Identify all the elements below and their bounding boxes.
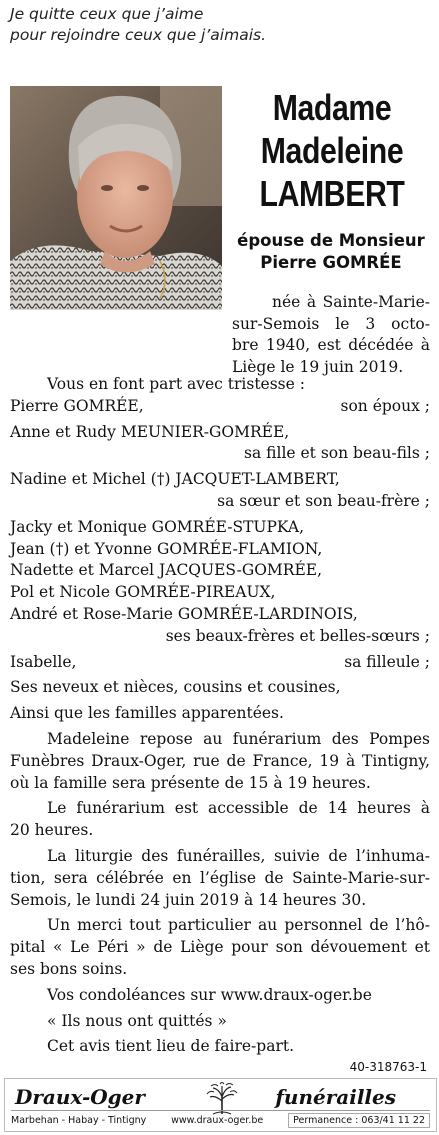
faire-part-line: Cet avis tient lieu de faire-part. [47,1037,295,1056]
text-line: où la famille sera présente de 15 à 19 heures. [10,773,371,792]
opening-quote [10,4,430,46]
spouse-line-1: épouse de Monsieur [237,231,425,250]
spouse-info [228,230,434,274]
family-line: Ses neveux et nièces, cousins et cousines, [10,678,341,697]
name-first: Madeleine [260,130,404,171]
banner-divider [11,1110,430,1111]
family-name: Pol et Nicole GOMRÉE-PIREAUX, [10,583,276,602]
family-name: Anne et Rudy MEUNIER-GOMRÉE, [10,422,290,441]
born-line-3: bre 1940, est décédée à [232,336,430,354]
permanence-phone: Permanence : 063/41 11 22 [288,1113,430,1128]
locations: Marbehan - Habay - Tintigny [11,1115,147,1126]
family-name: Pierre GOMRÉE, [10,396,144,415]
reference-number: 40-318763-1 [349,1060,427,1074]
portrait-photo [10,86,222,310]
quote-line-2: pour rejoindre ceux que j’aimais. [10,26,266,44]
closing-quote: « Ils nous ont quittés » [47,1011,227,1030]
spouse-line-2: Pierre GOMRÉE [260,253,402,272]
family-name: Jacky et Monique GOMRÉE-STUPKA, [10,517,304,536]
service-label: funérailles [275,1085,396,1109]
text-line: Le funérarium est accessible de 14 heures à [47,799,430,818]
family-role: sa filleule ; [344,652,430,671]
quote-line-1: Je quitte ceux que j’aime [10,5,204,23]
family-name: André et Rose-Marie GOMRÉE-LARDINOIS, [10,604,358,623]
family-role: son époux ; [340,396,430,415]
family-name: Jean (†) et Yvonne GOMRÉE-FLAMION, [10,539,323,558]
name-title: Madame [272,87,392,128]
paragraph-thanks [10,915,430,980]
condolences-line: Vos condoléances sur www.draux-oger.be [47,985,372,1004]
deceased-name [248,86,416,215]
family-role: ses beaux-frères et belles-sœurs ; [165,626,430,645]
born-line-1: née à Sainte-Marie- [272,293,430,311]
family-entry [10,652,430,674]
website-link[interactable]: www.draux-oger.be [171,1115,264,1126]
family-name: Nadette et Marcel JACQUES-GOMRÉE, [10,561,323,580]
text-line: Madeleine repose au funérarium des Pompes [47,729,430,748]
paragraph-liturgy [10,846,430,911]
family-entry [10,396,430,418]
birth-death-info [232,292,430,378]
text-line: Un merci tout particulier au personnel de l’hô- [47,916,430,935]
family-role: sa fille et son beau-fils ; [244,444,430,463]
family-role: sa sœur et son beau-frère ; [217,491,430,510]
born-line-4: Liège le 19 juin 2019. [232,357,404,376]
notice-body [10,374,430,1058]
intro-text: Vous en font part avec tristesse : [47,375,305,393]
brand-name: Draux-Oger [15,1085,145,1109]
family-name: Isabelle, [10,652,77,671]
portrait-image [10,86,222,310]
name-last: LAMBERT [259,173,405,214]
banner-info [11,1113,430,1128]
funeral-home-banner [4,1078,437,1132]
text-line: 20 heures. [10,821,94,840]
family-name: Nadine et Michel (†) JACQUET-LAMBERT, [10,470,340,489]
paragraph-hours [10,798,430,842]
born-line-2: sur-Semois le 3 octo- [232,314,430,333]
text-line: Funèbres Draux-Oger, rue de France, 19 à Tintigny, [10,751,430,770]
text-line: tion, sera célébrée en l’église de Sainte-Marie-sur- [10,868,430,887]
paragraph-funerarium [10,729,430,794]
text-line: La liturgie des funérailles, suivie de l’inhuma- [47,846,430,865]
text-line: pital « Le Péri » de Liège pour son dévouement et [10,938,430,957]
text-line: Semois, le lundi 24 juin 2019 à 14 heures 30. [10,890,367,909]
family-line: Ainsi que les familles apparentées. [10,704,284,723]
text-line: ses bons soins. [10,959,128,978]
